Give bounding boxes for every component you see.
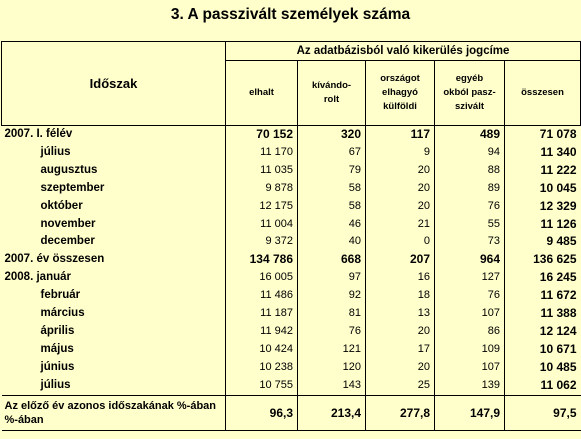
column-header-line: elhalt	[249, 87, 274, 98]
table-row	[2, 269, 581, 287]
cell-orszagot-elhagyo-kulfoldi: 0	[366, 233, 435, 251]
row-label: március	[40, 307, 85, 320]
footer-label: Az előző év azonos időszakának %-ában %-ában	[2, 395, 226, 430]
cell-osszesen: 11 222	[505, 162, 581, 180]
cell-egyeb-okbol-passzivalt: 86	[435, 323, 505, 341]
row-label: április	[40, 324, 75, 337]
row-label: 2007. év összesen	[4, 253, 105, 266]
cell-kivandorolt: 46	[298, 216, 366, 234]
cell-osszesen: 10 671	[505, 341, 581, 359]
cell-orszagot-elhagyo-kulfoldi: 20	[366, 323, 435, 341]
cell-orszagot-elhagyo-kulfoldi: 20	[366, 359, 435, 377]
cell-egyeb-okbol-passzivalt: 109	[435, 341, 505, 359]
cell-elhalt: 11 035	[226, 162, 298, 180]
cell-kivandorolt: 67	[298, 144, 366, 162]
column-header-line: szivált	[454, 101, 485, 112]
cell-orszagot-elhagyo-kulfoldi: 17	[366, 341, 435, 359]
cell-egyeb-okbol-passzivalt: 107	[435, 305, 505, 323]
cell-osszesen: 71 078	[505, 126, 581, 144]
cell-egyeb-okbol-passzivalt: 127	[435, 269, 505, 287]
cell-osszesen: 16 245	[505, 269, 581, 287]
cell-orszagot-elhagyo-kulfoldi: 9	[366, 144, 435, 162]
cell-elhalt: 9 372	[226, 233, 298, 251]
cell-kivandorolt: 120	[298, 359, 366, 377]
column-header-line: rolt	[323, 94, 340, 105]
row-label: május	[40, 342, 74, 355]
cell-osszesen: 11 340	[505, 144, 581, 162]
table-row	[2, 198, 581, 216]
cell-osszesen: 12 124	[505, 323, 581, 341]
cell-orszagot-elhagyo-kulfoldi: 18	[366, 287, 435, 305]
cell-kivandorolt: 121	[298, 341, 366, 359]
cell-kivandorolt: 668	[298, 251, 366, 269]
table-row	[2, 359, 581, 377]
footer-row	[2, 395, 581, 430]
row-label: december	[40, 235, 95, 248]
cell-kivandorolt: 97	[298, 269, 366, 287]
cell-kivandorolt: 320	[298, 126, 366, 144]
column-header-elhalt	[226, 61, 298, 126]
table-row	[2, 323, 581, 341]
cell-kivandorolt: 76	[298, 323, 366, 341]
cell-egyeb-okbol-passzivalt: 76	[435, 198, 505, 216]
period-header: Időszak	[2, 42, 226, 126]
row-label: október	[40, 199, 83, 212]
cell-osszesen: 12 329	[505, 198, 581, 216]
cell-orszagot-elhagyo-kulfoldi: 117	[366, 126, 435, 144]
cell-egyeb-okbol-passzivalt: 55	[435, 216, 505, 234]
footer-cell-egyeb-okbol-passzivalt: 147,9	[435, 395, 505, 430]
cell-kivandorolt: 143	[298, 377, 366, 395]
data-table	[1, 41, 581, 431]
cell-osszesen: 11 672	[505, 287, 581, 305]
cell-kivandorolt: 58	[298, 180, 366, 198]
footer-cell-orszagot-elhagyo-kulfoldi: 277,8	[366, 395, 435, 430]
cell-osszesen: 10 485	[505, 359, 581, 377]
cell-elhalt: 9 878	[226, 180, 298, 198]
cell-orszagot-elhagyo-kulfoldi: 20	[366, 162, 435, 180]
cell-elhalt: 134 786	[226, 251, 298, 269]
table-row	[2, 233, 581, 251]
cell-egyeb-okbol-passzivalt: 73	[435, 233, 505, 251]
column-header-orszagot-elhagyo-kulfoldi	[366, 61, 435, 126]
cell-egyeb-okbol-passzivalt: 107	[435, 359, 505, 377]
row-label: február	[40, 289, 81, 302]
column-header-line: okból pasz-	[443, 87, 496, 98]
footer-cell-osszesen: 97,5	[505, 395, 581, 430]
cell-kivandorolt: 40	[298, 233, 366, 251]
row-label: július	[40, 145, 71, 158]
cell-egyeb-okbol-passzivalt: 88	[435, 162, 505, 180]
cell-orszagot-elhagyo-kulfoldi: 20	[366, 180, 435, 198]
cell-orszagot-elhagyo-kulfoldi: 207	[366, 251, 435, 269]
table-row	[2, 180, 581, 198]
cell-orszagot-elhagyo-kulfoldi: 20	[366, 198, 435, 216]
cell-orszagot-elhagyo-kulfoldi: 25	[366, 377, 435, 395]
cell-elhalt: 70 152	[226, 126, 298, 144]
row-label: november	[40, 217, 96, 230]
table-row	[2, 162, 581, 180]
footer-cell-kivandorolt: 213,4	[298, 395, 366, 430]
cell-kivandorolt: 92	[298, 287, 366, 305]
cell-elhalt: 11 187	[226, 305, 298, 323]
cell-egyeb-okbol-passzivalt: 489	[435, 126, 505, 144]
footer-cell-elhalt: 96,3	[226, 395, 298, 430]
cell-elhalt: 11 170	[226, 144, 298, 162]
cell-orszagot-elhagyo-kulfoldi: 13	[366, 305, 435, 323]
cell-orszagot-elhagyo-kulfoldi: 21	[366, 216, 435, 234]
cell-osszesen: 136 625	[505, 251, 581, 269]
cell-egyeb-okbol-passzivalt: 964	[435, 251, 505, 269]
cell-elhalt: 10 424	[226, 341, 298, 359]
column-header-line: elhagyó	[382, 87, 418, 98]
cell-elhalt: 16 005	[226, 269, 298, 287]
cell-elhalt: 12 175	[226, 198, 298, 216]
cell-kivandorolt: 79	[298, 162, 366, 180]
table-row	[2, 341, 581, 359]
column-header-kivandorolt	[298, 61, 366, 126]
cell-osszesen: 10 045	[505, 180, 581, 198]
cell-elhalt: 11 004	[226, 216, 298, 234]
page-title: 3. A passzivált személyek száma	[170, 6, 411, 23]
cell-kivandorolt: 58	[298, 198, 366, 216]
column-header-line: kívándo-	[311, 80, 352, 91]
column-header-line: egyéb	[455, 73, 484, 84]
cell-egyeb-okbol-passzivalt: 94	[435, 144, 505, 162]
table-row	[2, 144, 581, 162]
cell-elhalt: 11 486	[226, 287, 298, 305]
column-header-line: összesen	[521, 87, 564, 98]
column-header-line: országot	[380, 73, 420, 84]
cell-orszagot-elhagyo-kulfoldi: 16	[366, 269, 435, 287]
table-row	[2, 377, 581, 395]
table-row	[2, 126, 581, 144]
column-header-osszesen	[505, 61, 581, 126]
row-label: július	[40, 378, 71, 391]
cell-kivandorolt: 81	[298, 305, 366, 323]
row-label: szeptember	[40, 181, 105, 194]
cell-osszesen: 9 485	[505, 233, 581, 251]
table-row	[2, 216, 581, 234]
table-row	[2, 305, 581, 323]
cell-egyeb-okbol-passzivalt: 89	[435, 180, 505, 198]
row-label: június	[40, 360, 75, 373]
cell-egyeb-okbol-passzivalt: 76	[435, 287, 505, 305]
table-row	[2, 251, 581, 269]
cell-osszesen: 11 388	[505, 305, 581, 323]
cell-elhalt: 10 755	[226, 377, 298, 395]
row-label: 2007. I. félév	[2, 126, 226, 144]
cell-osszesen: 11 062	[505, 377, 581, 395]
column-header-line: külföldi	[383, 101, 417, 112]
cell-elhalt: 10 238	[226, 359, 298, 377]
group-header: Az adatbázisból való kikerülés jogcíme	[226, 42, 581, 61]
cell-elhalt: 11 942	[226, 323, 298, 341]
row-label: augusztus	[40, 163, 98, 176]
cell-egyeb-okbol-passzivalt: 139	[435, 377, 505, 395]
column-header-egyeb-okbol-passzivalt	[435, 61, 505, 126]
row-label: 2008. január	[4, 271, 71, 284]
cell-osszesen: 11 126	[505, 216, 581, 234]
table-row	[2, 287, 581, 305]
